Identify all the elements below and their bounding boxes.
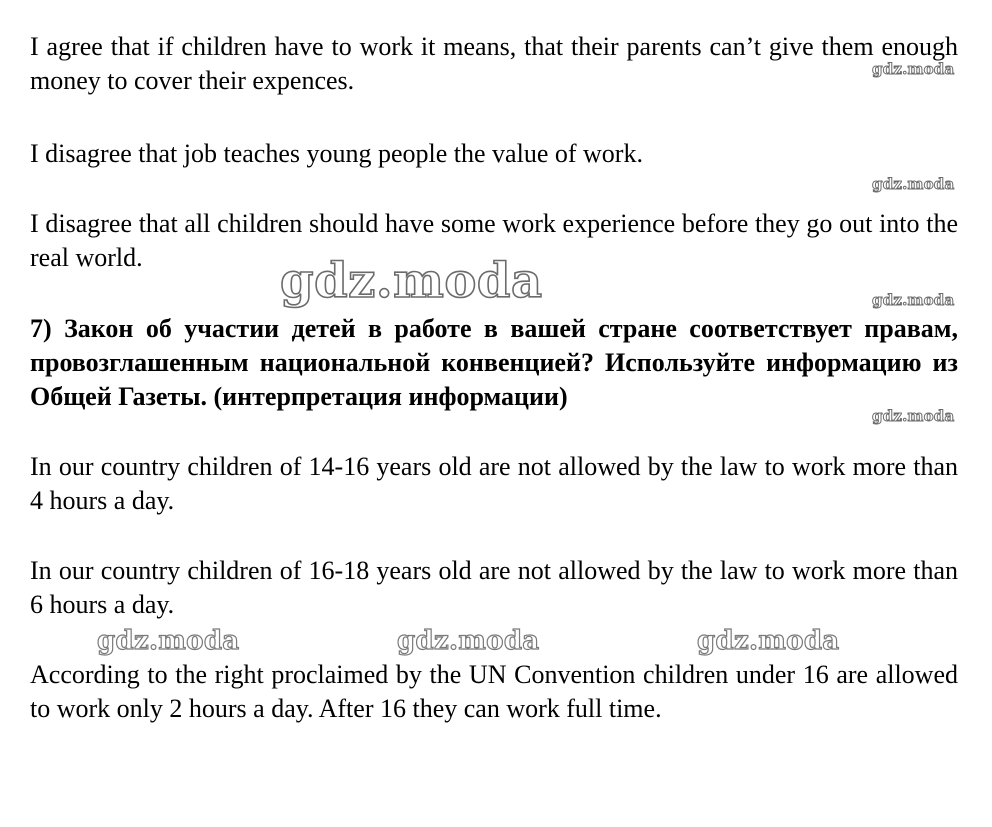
watermark-small-1: gdz.moda (872, 60, 955, 78)
paragraph-agree-money: I agree that if children have to work it means, that their parents can’t give them enough money to cover their expences. (30, 32, 958, 95)
watermark-small-4: gdz.moda (872, 407, 955, 425)
watermark-large: gdz.moda (280, 253, 543, 309)
question-7-heading: 7) Закон об участии детей в работе в вашей стране соответствует правам, провозглашенным национальной конвенцией? Используйте информацию из Общей Газеты. (интерпретация информации) (30, 314, 958, 411)
watermark-medium-2: gdz.moda (397, 626, 540, 656)
paragraph-disagree-job-value: I disagree that job teaches young people the value of work. (30, 139, 643, 168)
paragraph-disagree-work-experience: I disagree that all children should have some work experience before they go out into the real world. (30, 209, 958, 272)
watermark-small-3: gdz.moda (872, 291, 955, 309)
paragraph-16-18-years: In our country children of 16-18 years old are not allowed by the law to work more than 6 hours a day. (30, 556, 958, 619)
watermark-medium-1: gdz.moda (97, 626, 240, 656)
watermark-medium-3: gdz.moda (697, 626, 840, 656)
paragraph-14-16-years: In our country children of 14-16 years old are not allowed by the law to work more than 4 hours a day. (30, 452, 958, 515)
watermark-small-2: gdz.moda (872, 175, 955, 193)
paragraph-un-convention: According to the right proclaimed by the UN Convention children under 16 are allowed to work only 2 hours a day. After 16 they can work full time. (30, 660, 958, 723)
